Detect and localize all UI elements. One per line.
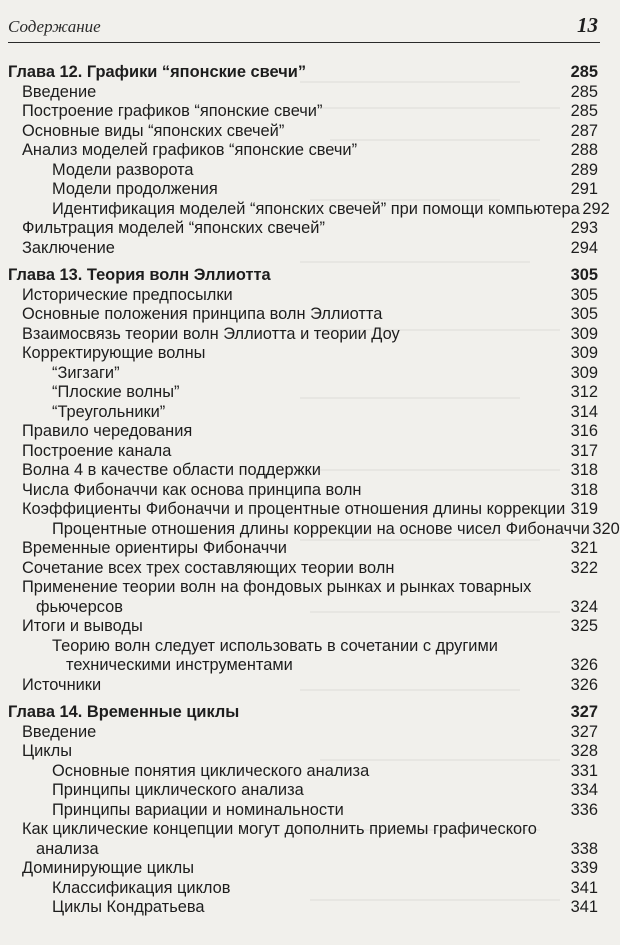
toc-entry[interactable] xyxy=(8,442,598,462)
entry-title: Сочетание всех трех составляющих теории волн xyxy=(22,558,395,577)
entry-title: Модели продолжения xyxy=(52,180,218,198)
entry-title: Введение xyxy=(22,82,97,101)
toc-entry[interactable] xyxy=(8,578,598,617)
entry-page: 288 xyxy=(570,141,598,159)
entry-title: Корректирующие волны xyxy=(22,344,206,362)
entry-title: Идентификация моделей “японских свечей” при помощи компьютера xyxy=(52,199,580,218)
toc-entry[interactable] xyxy=(8,403,598,423)
toc-entry[interactable] xyxy=(8,898,598,918)
entry-title: Правило чередования xyxy=(22,422,193,440)
toc-entry[interactable] xyxy=(8,364,598,384)
chapter-title: Глава 14. Временные циклы xyxy=(8,703,240,721)
entry-title: Основные положения принципа волн Эллиотта xyxy=(22,305,383,323)
entry-title: Модели разворота xyxy=(52,160,194,179)
toc-entry[interactable] xyxy=(8,820,598,859)
entry-title: Коэффициенты Фибоначчи и процентные отношения длины коррекции xyxy=(22,500,566,518)
toc-entry[interactable] xyxy=(8,481,598,501)
toc-entry[interactable] xyxy=(8,161,598,181)
table-of-contents xyxy=(8,63,620,918)
toc-entry[interactable] xyxy=(8,286,598,306)
toc-entry[interactable] xyxy=(8,723,598,743)
entry-page: 285 xyxy=(570,82,598,101)
entry-page: 341 xyxy=(570,898,598,916)
toc-entry[interactable] xyxy=(8,141,598,161)
entry-title: Взаимосвязь теории волн Эллиотта и теории Доу xyxy=(22,324,400,343)
toc-entry[interactable] xyxy=(8,180,598,200)
toc-entry[interactable] xyxy=(8,219,598,239)
entry-page: 285 xyxy=(570,102,598,120)
entry-title: Принципы циклического анализа xyxy=(52,781,304,799)
entry-title: Основные понятия циклического анализа xyxy=(52,761,370,780)
chapter-heading[interactable] xyxy=(8,703,598,723)
chapter-title: Глава 13. Теория волн Эллиотта xyxy=(8,266,271,284)
toc-entry[interactable] xyxy=(8,383,598,403)
entry-page: 312 xyxy=(570,383,598,401)
entry-page: 326 xyxy=(570,675,598,694)
entry-page: 320 xyxy=(592,519,620,538)
entry-title: Числа Фибоначчи как основа принципа волн xyxy=(22,480,362,499)
entry-title: Введение xyxy=(22,722,97,741)
toc-entry[interactable] xyxy=(8,559,598,579)
chapter-heading[interactable] xyxy=(8,266,598,286)
entry-title: “Треугольники” xyxy=(52,402,166,421)
entry-page: 341 xyxy=(570,878,598,897)
page-header xyxy=(8,12,600,43)
page-number: 13 xyxy=(577,13,598,37)
entry-title-continuation: анализа xyxy=(36,839,99,858)
chapter-page: 305 xyxy=(570,266,598,284)
chapter-heading[interactable] xyxy=(8,63,598,83)
entry-title: Построение канала xyxy=(22,441,172,460)
entry-page: 327 xyxy=(570,722,598,741)
toc-entry[interactable] xyxy=(8,539,598,559)
entry-title: Построение графиков “японские свечи” xyxy=(22,102,323,120)
entry-title: Циклы Кондратьева xyxy=(52,898,205,916)
chapter-gap xyxy=(8,258,598,266)
toc-entry[interactable] xyxy=(8,676,598,696)
entry-title: Источники xyxy=(22,675,102,694)
entry-page: 331 xyxy=(570,761,598,780)
entry-title: “Плоские волны” xyxy=(52,383,180,401)
entry-page: 314 xyxy=(570,402,598,421)
toc-entry[interactable] xyxy=(8,762,598,782)
toc-entry[interactable] xyxy=(8,742,598,762)
entry-page: 338 xyxy=(570,839,598,858)
entry-title: Принципы вариации и номинальности xyxy=(52,800,344,819)
entry-title-line: Применение теории волн на фондовых рынках и рынках товарных xyxy=(22,578,532,596)
entry-title-continuation: фьючерсов xyxy=(36,597,123,616)
toc-entry[interactable] xyxy=(8,83,598,103)
entry-page: 309 xyxy=(570,363,598,382)
entry-title: Волна 4 в качестве области поддержки xyxy=(22,461,321,479)
entry-page: 336 xyxy=(570,800,598,819)
toc-entry[interactable] xyxy=(8,122,598,142)
toc-entry[interactable] xyxy=(8,199,610,220)
entry-page: 326 xyxy=(570,656,598,674)
entry-title: Процентные отношения длины коррекции на основе чисел Фибоначчи xyxy=(52,519,590,538)
entry-page: 294 xyxy=(570,238,598,257)
toc-entry[interactable] xyxy=(8,859,598,879)
entry-title: Фильтрация моделей “японских свечей” xyxy=(22,219,325,237)
entry-title: Доминирующие циклы xyxy=(22,859,195,877)
entry-page: 325 xyxy=(570,617,598,635)
toc-entry[interactable] xyxy=(8,617,598,637)
chapter-page: 285 xyxy=(570,63,598,81)
entry-page: 293 xyxy=(570,219,598,237)
toc-entry[interactable] xyxy=(8,102,598,122)
entry-title: Заключение xyxy=(22,238,115,257)
entry-page: 289 xyxy=(570,160,598,179)
entry-title-line: Как циклические концепции могут дополнить приемы графического xyxy=(22,820,537,838)
toc-entry[interactable] xyxy=(8,781,598,801)
entry-page: 334 xyxy=(570,781,598,799)
running-title: Содержание xyxy=(8,17,101,36)
entry-title: Циклы xyxy=(22,742,72,760)
entry-page: 339 xyxy=(570,859,598,877)
entry-title: Анализ моделей графиков “японские свечи” xyxy=(22,141,358,159)
toc-entry[interactable] xyxy=(8,801,598,821)
entry-page: 292 xyxy=(582,199,610,218)
entry-title xyxy=(22,578,542,617)
entry-page: 287 xyxy=(570,121,598,140)
entry-title xyxy=(52,637,571,676)
entry-page: 318 xyxy=(570,480,598,499)
entry-title: Исторические предпосылки xyxy=(22,285,233,304)
entry-page: 309 xyxy=(570,324,598,343)
toc-entry[interactable] xyxy=(8,500,598,520)
entry-page: 321 xyxy=(570,539,598,557)
entry-page: 305 xyxy=(570,305,598,323)
chapter-title: Глава 12. Графики “японские свечи” xyxy=(8,63,307,81)
entry-title xyxy=(22,820,542,859)
entry-title: “Зигзаги” xyxy=(52,363,120,382)
entry-title-continuation: техническими инструментами xyxy=(66,656,293,674)
toc-entry[interactable] xyxy=(8,239,598,259)
entry-page: 317 xyxy=(570,441,598,460)
toc-entry[interactable] xyxy=(8,325,598,345)
chapter-page: 327 xyxy=(570,703,598,721)
entry-page: 309 xyxy=(570,344,598,362)
entry-page: 316 xyxy=(570,422,598,440)
toc-entry[interactable] xyxy=(8,344,598,364)
entry-title: Итоги и выводы xyxy=(22,617,143,635)
toc-entry[interactable] xyxy=(8,422,598,442)
entry-page: 305 xyxy=(570,285,598,304)
toc-entry[interactable] xyxy=(8,879,598,899)
entry-title-line: Теорию волн следует использовать в сочетании с другими xyxy=(52,636,498,655)
toc-entry[interactable] xyxy=(8,461,598,481)
entry-title: Временные ориентиры Фибоначчи xyxy=(22,539,287,557)
entry-title: Классификация циклов xyxy=(52,878,231,897)
toc-entry[interactable] xyxy=(8,637,598,676)
toc-entry[interactable] xyxy=(8,305,598,325)
entry-title: Основные виды “японских свечей” xyxy=(22,121,285,140)
entry-page: 319 xyxy=(570,500,598,518)
toc-entry[interactable] xyxy=(8,519,620,540)
entry-page: 318 xyxy=(570,461,598,479)
entry-page: 322 xyxy=(570,558,598,577)
chapter-gap xyxy=(8,695,598,703)
entry-page: 324 xyxy=(570,597,598,616)
entry-page: 291 xyxy=(570,180,598,198)
entry-page: 328 xyxy=(570,742,598,760)
